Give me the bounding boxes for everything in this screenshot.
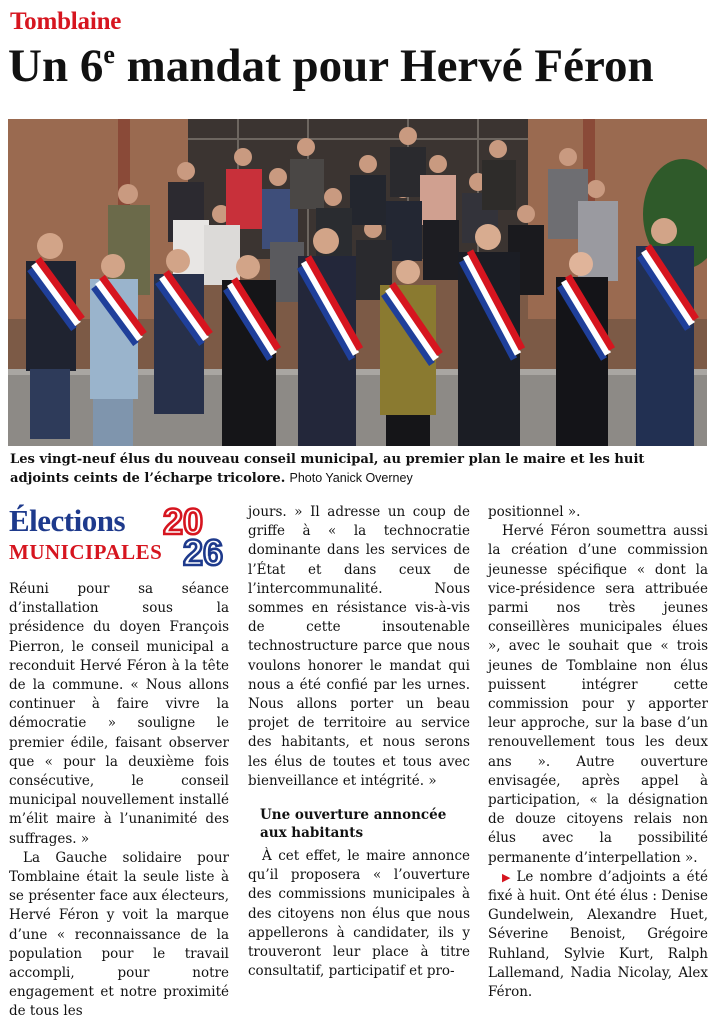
article-column-2 [248,503,470,981]
paragraph: Réuni pour sa séance d’installation sous la présidence du doyen François Pierron, le conseil municipal a reconduit Hervé Féron à la tête de la commune. « Nous allons continuer à faire vivre la démocratie » souligne le premier édile, faisant observer que « pour la deuxième fois consécutive, le conseil municipal nouvellement installé m’élit maire à l’unanimité des suffrages. » [9,581,229,847]
headline-prefix: Un 6 [8,40,104,92]
paragraph: positionnel ». [488,504,581,520]
photo-caption [10,450,706,488]
logo-municipales-word: MUNICIPALES [9,540,163,564]
article-subhead: Une ouverture annoncée aux habitants [260,807,447,841]
paragraph: Hervé Féron soumettra aussi la création d’une commission jeunesse spécifique « dont la vice-présidence sera attribuée parmi nos très jeunes conseillères municipales élues », avec le souhait que « trois jeunes de Tomblaine non élus puissent intégrer cette commission pour y apporter leur approche, sur la base d’un renouvellement tous les deux ans ». Autre ouverture envisagée, après appel à participation, « la désignation de douze citoyens relais non élus avec la possibilité permanente d’interpellation ». [488,523,708,866]
logo-year-bottom: 26 [183,532,224,568]
section-kicker: Tomblaine [10,8,122,35]
article-column-1 [9,580,229,1022]
article-headline [8,38,708,94]
photo-credit: Photo Yanick Overney [289,471,413,485]
logo-year-graphic [159,502,239,568]
elections-logo [9,500,241,572]
paragraph: jours. » Il adresse un coup de griffe à « la technocratie dominante dans les services de l’État et dans ceux de l’intercommunalité. Nous sommes en résistance vis-à-vis de cette insoutenable technostructure parce que nous voulons honorer le mandat qui nous a été confié par les urnes. Nous allons porter un beau projet de territoire au service des habitants, et nous serons les élus de toutes et tous avec bienveillance et intégrité. » [248,504,470,789]
paragraph-bullet [488,868,708,1002]
logo-year-top: 20 [163,502,204,542]
group-photo-illustration [8,119,707,446]
headline-superscript: e [103,40,115,69]
logo-elections-word: Élections [9,503,126,538]
paragraph-text: Le nombre d’adjoints a été fixé à huit. Ont été élus : Denise Gundelwein, Alexandre Huet, Séverine Benoist, Grégoire Ruhland, Sylvie Kurt, Ralph Lallemand, Nadia Nicolay, Alex Féron. [488,868,708,1001]
paragraph: La Gauche solidaire pour Tomblaine était la seule liste à se présenter face aux électeurs, Hervé Féron y voit la marque d’une « reconnaissance de la population pour le travail accompli, pour notre engagement et notre proximité de tous les [9,849,229,1020]
group-photo [8,119,707,446]
headline-suffix: mandat pour Hervé Féron [114,40,654,92]
caption-text: Les vingt-neuf élus du nouveau conseil municipal, au premier plan le maire et les huit adjoints ceints de l’écharpe tricolore. [10,452,645,486]
paragraph: À cet effet, le maire annonce qu’il proposera « l’ouverture des commissions municipales à des citoyens non élus que nous appellerons à candidater, ils y trouveront leur place à titre consultatif, participatif et pro- [248,848,470,980]
article-column-3 [488,503,708,1002]
bullet-triangle-icon: ▶ [502,870,513,884]
